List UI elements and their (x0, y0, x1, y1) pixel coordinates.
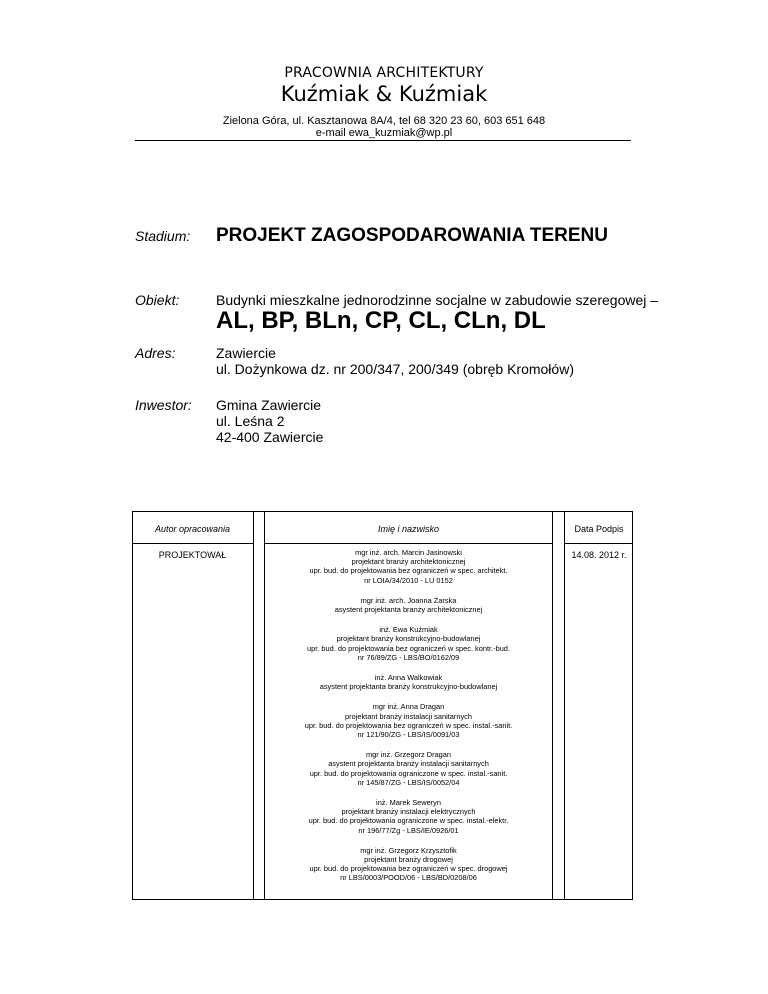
obiekt-building-codes: AL, BP, BLn, CP, CL, CLn, DL (216, 307, 546, 334)
table-role: PROJEKTOWAŁ (158, 550, 227, 560)
table-date: 14.08. 2012 r. (571, 550, 627, 560)
list-item (265, 846, 552, 883)
list-item (265, 625, 552, 662)
person-line: mgr inż. Grzegorz Krzysztofik (360, 845, 457, 855)
studio-name: Kuźmiak & Kuźmiak (280, 82, 488, 106)
list-item (265, 673, 552, 691)
obiekt-description: Budynki mieszkalne jednorodzinne socjalne w zabudowie szeregowej – (216, 292, 659, 308)
person-line: nr 196/77/Zg - LBS/IE/0926/01 (358, 825, 459, 835)
person-line: mgr inż. Grzegorz Dragan (365, 750, 452, 760)
studio-address: Zielona Góra, ul. Kasztanowa 8A/4, tel 68 320 23 60, 603 651 648 (222, 115, 546, 127)
table-divider (552, 511, 553, 900)
person-line: upr. bud. do projektowania ograniczone w spec. instal.-sanit. (309, 768, 508, 778)
list-item (265, 798, 552, 835)
table-header-rule (264, 543, 552, 544)
person-line: upr. bud. do projektowania bez ograniczeń w spec. drogowej (309, 864, 508, 874)
person-line: asystent projektanta branży instalacji sanitarnych (328, 759, 489, 769)
stadium-value: PROJEKT ZAGOSPODAROWANIA TERENU (216, 225, 608, 246)
person-line: projektant branży architektonicznej (351, 557, 466, 567)
stadium-label: Stadium: (135, 228, 191, 244)
person-line: nr 76/89/ZG - LBS/BO/0162/09 (357, 652, 460, 662)
inwestor-name: Gmina Zawiercie (216, 397, 322, 413)
table-divider (564, 511, 565, 900)
person-line: nr 145/87/ZG - LBS/IS/0052/04 (357, 777, 460, 787)
person-line: mgr inż. arch. Marcin Jasinowski (355, 548, 462, 557)
studio-email: e-mail ewa_kuzmiak@wp.pl (315, 127, 453, 139)
table-header-author: Autor opracowania (154, 524, 231, 534)
person-line: nr LBS/0003/POOD/06 - LBS/BD/0208/06 (340, 873, 477, 883)
studio-label: PRACOWNIA ARCHITEKTURY (284, 65, 484, 81)
inwestor-block (216, 397, 323, 445)
person-line: upr. bud. do projektowania bez ograniczeń w spec. architekt. (309, 566, 508, 576)
list-item (265, 750, 552, 787)
person-line: inż. Anna Walkowiak (374, 673, 443, 683)
person-line: projektant branży instalacji elektrycznych (341, 807, 476, 817)
adres-label: Adres: (135, 345, 176, 361)
adres-city: Zawiercie (216, 345, 276, 361)
person-line: projektant branży instalacji sanitarnych (345, 711, 472, 721)
person-line: nr LOIA/34/2010 - LU 0152 (364, 575, 453, 585)
person-line: inż. Marek Seweryn (376, 798, 441, 808)
adres-block (216, 345, 574, 377)
person-line: inż. Ewa Kuźmiak (379, 625, 438, 635)
person-line: nr 121/90/ZG - LBS/IS/0091/03 (357, 730, 460, 740)
inwestor-label: Inwestor: (135, 397, 192, 413)
list-item (265, 596, 552, 614)
person-line: mgr inż. arch. Joanna Żarska (360, 595, 457, 605)
person-line: mgr inż. Anna Dragan (372, 702, 445, 712)
person-line: asystent projektanta branży architektonicznej (334, 605, 483, 615)
person-line: projektant branży drogowej (364, 855, 453, 865)
people-list (265, 548, 552, 894)
table-header-date: Data Podpis (574, 524, 624, 534)
person-line: projektant branży konstrukcyjno-budowlanej (336, 634, 481, 644)
obiekt-label: Obiekt: (135, 292, 180, 308)
adres-street: ul. Dożynkowa dz. nr 200/347, 200/349 (obręb Kromołów) (216, 361, 574, 377)
list-item (265, 548, 552, 585)
inwestor-street: ul. Leśna 2 (216, 413, 285, 429)
person-line: upr. bud. do projektowania bez ograniczeń w spec. kontr.-bud. (307, 643, 510, 653)
person-line: upr. bud. do projektowania ograniczone w spec. instal.-elektr. (308, 816, 509, 826)
table-header-name: Imię i nazwisko (377, 524, 440, 534)
person-line: upr. bud. do projektowania bez ograniczeń w spec. instal.-sanit. (304, 720, 513, 730)
table-header-rule (132, 543, 253, 544)
table-header-rule (564, 543, 633, 544)
person-line: asystent projektanta branży konstrukcyjno-budowlanej (319, 682, 498, 692)
table-divider (253, 511, 254, 900)
header-divider (135, 140, 631, 141)
list-item (265, 702, 552, 739)
inwestor-city: 42-400 Zawiercie (216, 429, 324, 445)
